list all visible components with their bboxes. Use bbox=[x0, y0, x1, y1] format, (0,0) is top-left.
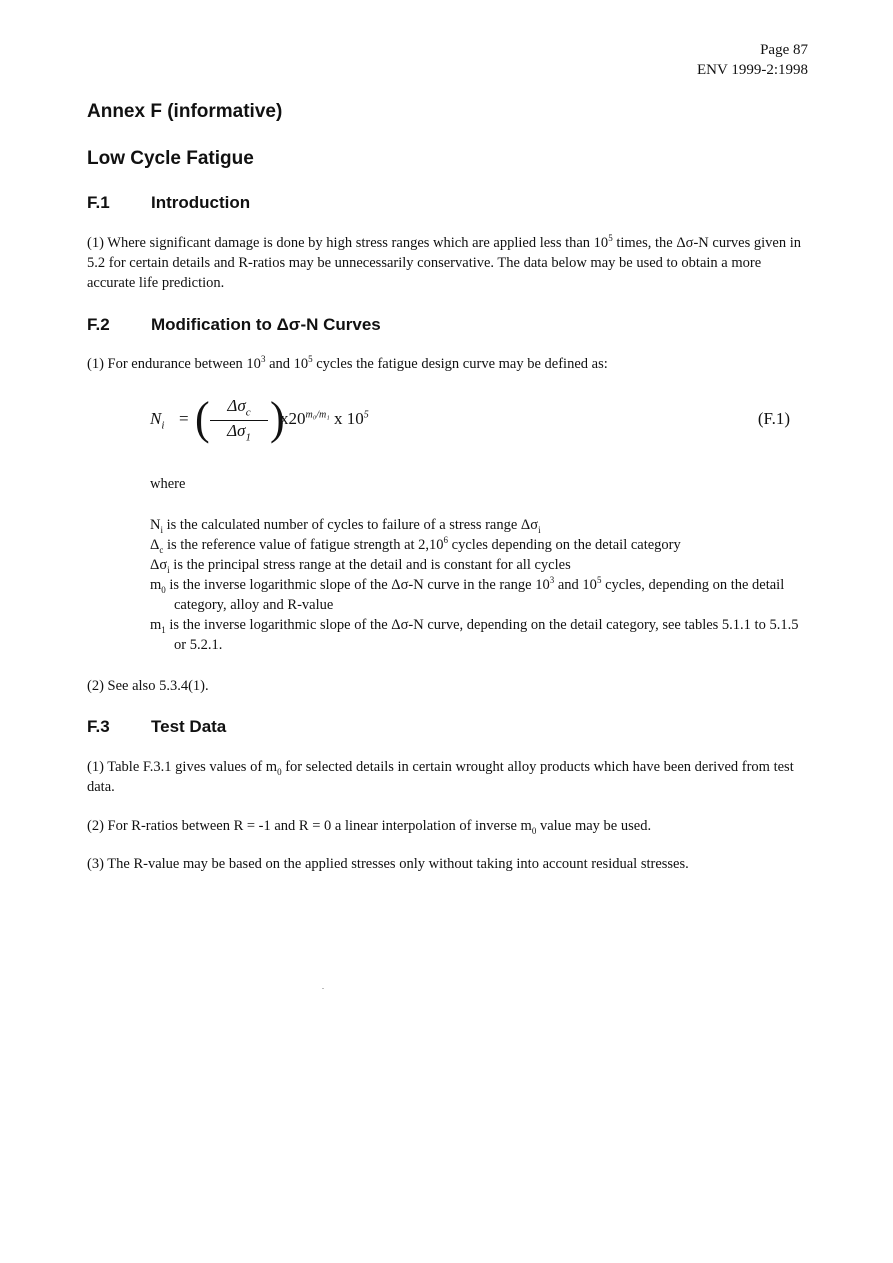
definition-item: $m_1$ is the inverse logarithmic slope of the Δσ-N curve, depending on the detail category, see tables 5.1.1 to 5.1.5 or 5.2.1. bbox=[150, 617, 799, 653]
section-title: Introduction bbox=[151, 193, 251, 212]
definition-list bbox=[150, 515, 800, 655]
section-number: F.1 bbox=[87, 193, 110, 212]
definition-item: $\Delta_c$ is the reference value of fatigue strength at 2,10$^6$ cycles depending on the detail category bbox=[150, 535, 681, 555]
page-number: Page 87 bbox=[760, 42, 808, 58]
definition-item: $N_i$ is the calculated number of cycles to failure of a stress range $\Delta\sigma_i$ bbox=[150, 517, 541, 535]
paragraph-f1-1: (1) Where significant damage is done by high stress ranges which are applied less than $10^5$ times, the Δσ-N curves given in 5.2 for certain details and R-ratios may be unnecessarily conservative. The data below may be used to obtain a more accurate life prediction. bbox=[87, 233, 801, 291]
section-number: F.3 bbox=[87, 717, 110, 736]
equation-multiplier: $x20^{m_0/m_1}$ x $10^5$ bbox=[280, 409, 369, 428]
equation-f1 bbox=[150, 390, 790, 450]
left-paren: ( bbox=[195, 392, 210, 445]
section-number: F.2 bbox=[87, 315, 110, 334]
equation-lhs: $N_i$ bbox=[150, 409, 165, 432]
main-title: Low Cycle Fatigue bbox=[87, 148, 254, 169]
section-title: Modification to Δσ-N Curves bbox=[151, 315, 381, 334]
definition-item: $m_0$ is the inverse logarithmic slope of the Δσ-N curve in the range $10^3$ and $10^5$ cycles, depending on the detail category, alloy and R-value bbox=[150, 575, 785, 613]
where-label: where bbox=[150, 476, 186, 492]
paragraph-f3-1: (1) Table F.3.1 gives values of $m_0$ for selected details in certain wrought alloy products which have been derived from test data. bbox=[87, 759, 794, 795]
fraction-numerator: $\Delta\sigma_c$ bbox=[210, 396, 268, 421]
section-heading-f2 bbox=[87, 315, 381, 335]
paragraph-f2-2: (2) See also 5.3.4(1). bbox=[87, 678, 209, 694]
paragraph-f2-1: (1) For endurance between $10^3$ and $10^5$ cycles the fatigue design curve may be defined as: bbox=[87, 354, 608, 372]
section-heading-f3 bbox=[87, 717, 226, 737]
equation-number: (F.1) bbox=[757, 409, 790, 428]
section-title: Test Data bbox=[151, 717, 227, 736]
paragraph-f3-2: (2) For R-ratios between R = -1 and R = 0 a linear interpolation of inverse $m_0$ value may be used. bbox=[87, 818, 652, 836]
standard-reference: ENV 1999-2:1998 bbox=[697, 62, 808, 78]
equals-sign: = bbox=[179, 409, 189, 428]
right-paren: ) bbox=[270, 392, 285, 445]
definition-item: $\Delta\sigma_i$ is the principal stress range at the detail and is constant for all cycles bbox=[150, 557, 571, 575]
annex-title: Annex F (informative) bbox=[87, 101, 283, 122]
fraction-denominator: $\Delta\sigma_1$ bbox=[227, 421, 251, 444]
page-header bbox=[697, 40, 808, 80]
section-heading-f1 bbox=[87, 193, 250, 213]
equation-fraction bbox=[210, 396, 268, 444]
paragraph-f3-3: (3) The R-value may be based on the applied stresses only without taking into account residual stresses. bbox=[87, 856, 689, 872]
scan-speck bbox=[322, 988, 324, 989]
